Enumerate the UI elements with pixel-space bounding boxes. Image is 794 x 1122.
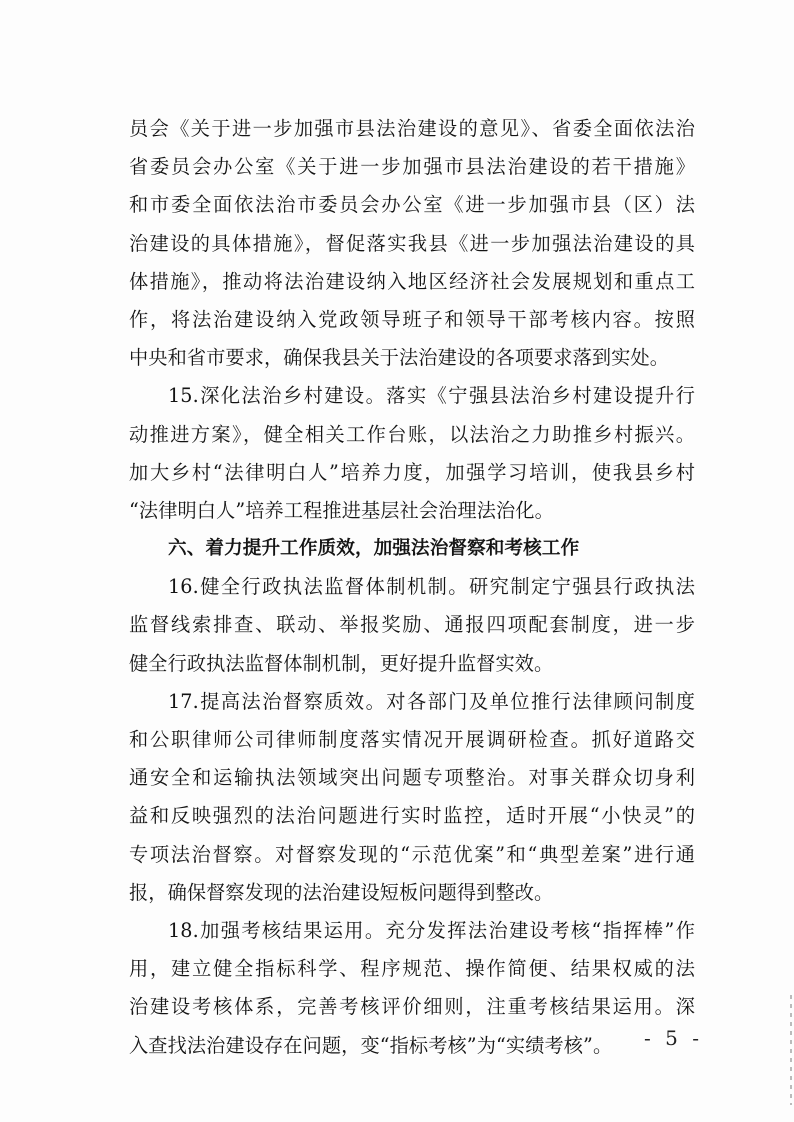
paragraph-line: 健全行政执法监督体制机制，更好提升监督实效。 (129, 651, 554, 675)
paragraph-line: 监督线索排查、联动、举报奖励、通报四项配套制度，进一步 (129, 613, 695, 637)
paragraph-line: 用，建立健全指标科学、程序规范、操作简便、结果权威的法 (129, 957, 695, 981)
paragraph-line: 益和反映强烈的法治问题进行实时监控，适时开展“小快灵”的 (129, 804, 695, 828)
scan-edge-mark (790, 995, 792, 1105)
section-heading: 六、着力提升工作质效，加强法治督察和考核工作 (168, 538, 580, 560)
paragraph-line: 省委员会办公室《关于进一步加强市县法治建设的若干措施》 (129, 155, 695, 179)
paragraph-line: 治建设考核体系，完善考核评价细则，注重考核结果运用。深 (129, 995, 695, 1019)
paragraph-line: “法律明白人”培养工程推进基层社会治理法治化。 (129, 498, 554, 522)
paragraph-line: 中央和省市要求，确保我县关于法治建设的各项要求落到实处。 (129, 346, 670, 370)
paragraph-line: 报，确保督察发现的法治建设短板问题得到整改。 (129, 880, 554, 904)
item-17-first-line: 17.提高法治督察质效。对各部门及单位推行法律顾问制度 (168, 689, 695, 713)
paragraph-line: 通安全和运输执法领域突出问题专项整治。对事关群众切身利 (129, 766, 695, 790)
paragraph-line: 专项法治督察。对督察发现的“示范优案”和“典型差案”进行通 (129, 842, 695, 866)
paragraph-line: 员会《关于进一步加强市县法治建设的意见》、省委全面依法治 (129, 117, 695, 140)
paragraph-line: 和市委全面依法治市委员会办公室《进一步加强市县（区）法 (129, 193, 695, 217)
paragraph-line: 治建设的具体措施》，督促落实我县《进一步加强法治建设的具 (129, 231, 695, 255)
paragraph-line: 和公职律师公司律师制度落实情况开展调研检查。抓好道路交 (129, 728, 695, 751)
item-16-first-line: 16.健全行政执法监督体制机制。研究制定宁强县行政执法 (168, 575, 695, 599)
paragraph-line: 体措施》，推动将法治建设纳入地区经济社会发展规划和重点工 (129, 269, 695, 293)
document-body (129, 110, 695, 1065)
paragraph-line: 加大乡村“法律明白人”培养力度，加强学习培训，使我县乡村 (129, 460, 695, 484)
paragraph-line: 作，将法治建设纳入党政领导班子和领导干部考核内容。按照 (129, 307, 695, 331)
page-number: - 5 - (644, 1026, 703, 1050)
paragraph-line: 动推进方案》，健全相关工作台账，以法治之力助推乡村振兴。 (129, 422, 695, 446)
item-18-first-line: 18.加强考核结果运用。充分发挥法治建设考核“指挥棒”作 (168, 918, 695, 942)
paragraph-line: 入查找法治建设存在问题，变“指标考核”为“实绩考核”。 (129, 1033, 613, 1057)
item-15-first-line: 15.深化法治乡村建设。落实《宁强县法治乡村建设提升行 (168, 384, 695, 408)
